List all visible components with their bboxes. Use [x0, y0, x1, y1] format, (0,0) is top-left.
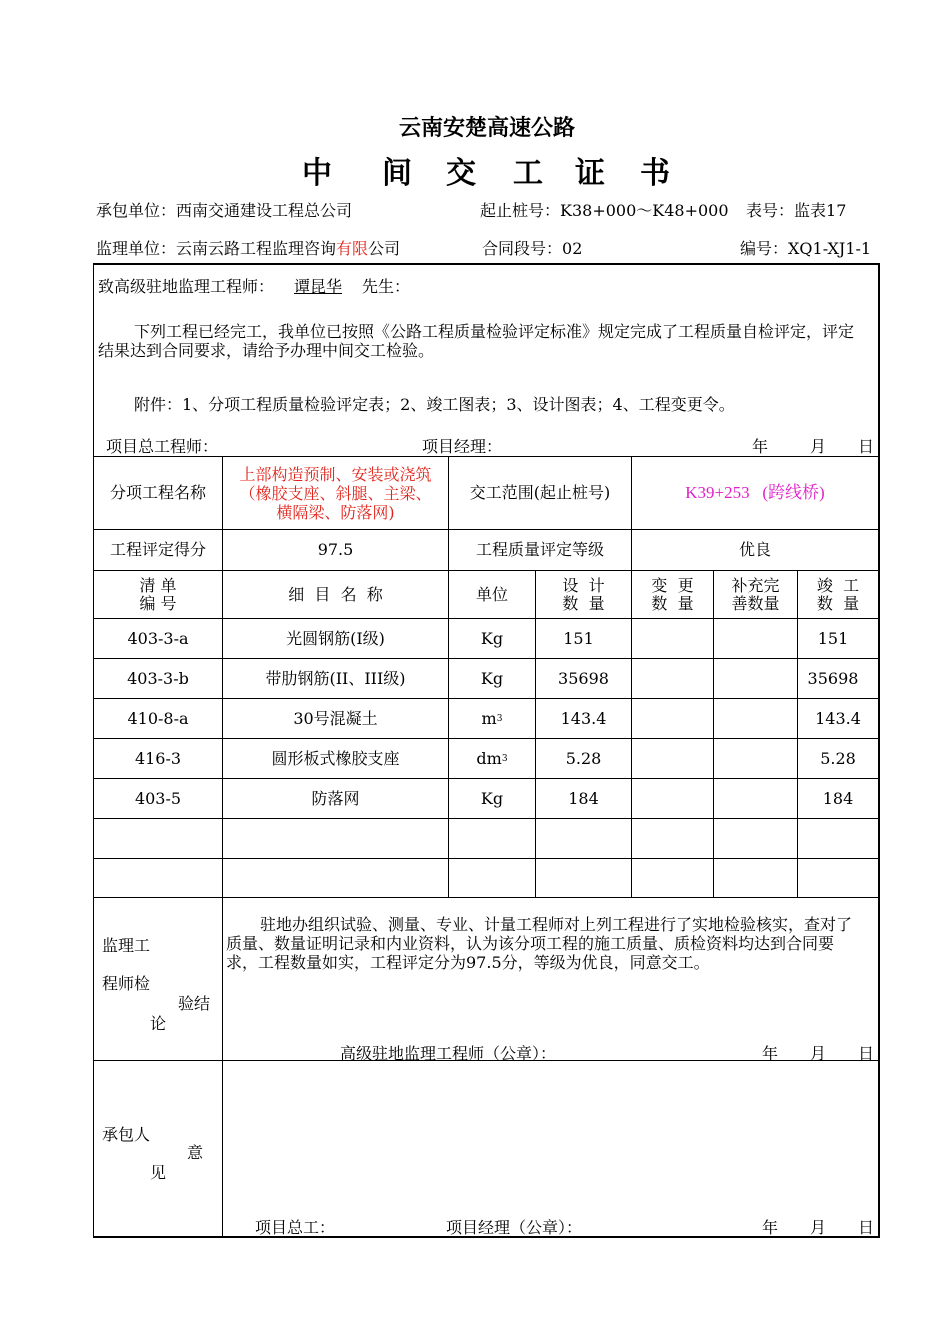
opinion-label-line2: 意 — [187, 1143, 204, 1162]
header-unit: 单位 — [475, 584, 508, 604]
opinion-day: 日 — [858, 1218, 875, 1237]
row-extra-qty — [714, 659, 797, 698]
manager-label: 项目经理： — [422, 437, 503, 456]
contractor-line — [96, 198, 352, 221]
addressee-prefix: 致高级驻地监理工程师： — [98, 277, 275, 296]
date-year: 年 — [752, 437, 769, 456]
addressee-line — [98, 274, 410, 297]
subtitle-char: 书 — [640, 156, 672, 191]
row-change-qty — [632, 859, 713, 897]
row-code: 403-5 — [134, 788, 182, 808]
opinion-month: 月 — [810, 1218, 827, 1237]
project-name-value: 上部构造预制、安装或浇筑（橡胶支座、斜腿、主梁、横隔梁、防落网) — [239, 464, 432, 522]
conclusion-day: 日 — [858, 1044, 875, 1063]
subtitle-char: 交 — [446, 156, 478, 191]
conclusion-sign-label: 高级驻地监理工程师（公章）： — [340, 1044, 557, 1063]
row-done-qty — [798, 859, 878, 897]
row-code: 403-3-a — [127, 628, 189, 648]
station-line — [480, 198, 729, 221]
row-design-qty: 184 — [568, 788, 599, 808]
conclusion-year: 年 — [762, 1044, 779, 1063]
grade-value: 优良 — [738, 540, 771, 559]
row-unit-sup: 3 — [501, 753, 508, 764]
row-done-qty — [798, 819, 878, 858]
row-unit-text: m — [481, 708, 497, 728]
conclusion-label-line1: 监理工 — [102, 936, 151, 955]
row-unit-sup: 3 — [496, 713, 503, 724]
form-label: 表号： — [746, 201, 795, 220]
row-code: 410-8-a — [127, 708, 189, 728]
row-item-name — [223, 859, 448, 897]
row-code — [94, 859, 222, 897]
date-day: 日 — [858, 437, 875, 456]
row-unit — [449, 659, 535, 698]
row-extra-qty — [714, 859, 797, 897]
opinion-label-line1: 承包人 — [102, 1125, 151, 1144]
row-unit — [449, 859, 535, 897]
row-change-qty — [632, 699, 713, 738]
row-item-name: 带肋钢筋(II、III级) — [265, 668, 406, 688]
subtitle-char: 中 — [302, 156, 334, 191]
supervisor-value: 云南云路工程监理咨询 — [176, 239, 337, 258]
supervisor-value-highlight: 有限 — [336, 239, 369, 258]
row-design-qty — [536, 819, 631, 858]
header-code-line1: 清 单 — [139, 575, 177, 595]
conclusion-label-line4: 论 — [150, 1014, 167, 1033]
row-done-qty: 143.4 — [815, 708, 861, 728]
header-design-qty — [536, 571, 631, 618]
chief-engineer-label: 项目总工程师： — [106, 437, 219, 456]
header-design-line2: 数 量 — [562, 593, 605, 613]
opinion-chief-label: 项目总工： — [255, 1218, 336, 1237]
row-unit — [449, 619, 535, 658]
row-design-qty: 151 — [563, 628, 594, 648]
date-month: 月 — [810, 437, 827, 456]
row-code: 403-3-b — [127, 668, 189, 688]
opinion-year: 年 — [762, 1218, 779, 1237]
supervisor-label: 监理单位： — [96, 239, 177, 258]
row-unit — [449, 739, 535, 778]
station-value: K38+000～K48+000 — [560, 201, 729, 220]
row-design-qty: 35698 — [558, 668, 609, 688]
contractor-value: 西南交通建设工程总公司 — [176, 201, 353, 220]
row-unit-text: Kg — [480, 668, 504, 688]
number-value: XQ1-XJ1-1 — [788, 239, 872, 258]
opinion-label-line3: 见 — [150, 1163, 167, 1182]
row-change-qty — [632, 619, 713, 658]
number-label: 编号： — [740, 239, 789, 258]
supervisor-value-suffix: 公司 — [368, 239, 401, 258]
row-item-name: 光圆钢筋(I级) — [286, 628, 385, 648]
row-unit — [449, 779, 535, 818]
row-done-qty: 35698 — [807, 668, 859, 688]
header-design-line1: 设 计 — [562, 575, 605, 595]
row-item-name: 30号混凝土 — [293, 708, 378, 728]
number-line — [740, 236, 871, 259]
header-done-line1: 竣 工 — [816, 575, 860, 595]
row-item-name: 圆形板式橡胶支座 — [271, 748, 400, 768]
row-design-qty: 143.4 — [560, 708, 607, 728]
row-design-qty: 5.28 — [565, 748, 602, 768]
header-change-line2: 数 量 — [651, 593, 694, 613]
row-change-qty — [632, 819, 713, 858]
header-code — [94, 571, 222, 618]
row-unit-text: dm — [476, 748, 502, 768]
row-unit — [449, 819, 535, 858]
header-item-name: 细 目 名 称 — [288, 584, 383, 604]
score-label: 工程评定得分 — [109, 540, 206, 559]
row-extra-qty — [714, 739, 797, 778]
form-value: 监表17 — [794, 201, 847, 220]
row-item-name: 防落网 — [311, 788, 360, 808]
header-extra-line2: 善数量 — [731, 593, 780, 613]
header-extra-qty — [714, 571, 797, 618]
header-extra-line1: 补充完 — [731, 575, 780, 595]
row-change-qty — [632, 659, 713, 698]
row-design-qty — [536, 859, 631, 897]
subtitle-char: 工 — [513, 156, 545, 191]
row-extra-qty — [714, 619, 797, 658]
contract-line — [482, 236, 582, 259]
row-unit-text: Kg — [480, 628, 504, 648]
header-done-qty — [798, 571, 878, 618]
row-code — [94, 819, 222, 858]
addressee-suffix: 先生： — [362, 277, 411, 296]
range-label: 交工范围(起止桩号) — [469, 483, 611, 502]
grade-label: 工程质量评定等级 — [475, 540, 604, 559]
subtitle-char: 证 — [575, 156, 607, 191]
attachments-line: 附件：1、分项工程质量检验评定表；2、竣工图表；3、设计图表；4、工程变更令。 — [134, 395, 735, 414]
subtitle-char: 间 — [382, 156, 414, 191]
engineer-name: 谭昆华 — [294, 277, 343, 296]
row-extra-qty — [714, 699, 797, 738]
conclusion-label-line3: 验结 — [178, 994, 211, 1013]
contract-label: 合同段号： — [482, 239, 563, 258]
project-name-label: 分项工程名称 — [109, 483, 206, 502]
row-code: 416-3 — [134, 748, 182, 768]
row-unit-text: Kg — [480, 788, 504, 808]
score-value: 97.5 — [317, 540, 354, 559]
conclusion-label-line2: 程师检 — [102, 974, 151, 993]
contractor-label: 承包单位： — [96, 201, 177, 220]
conclusion-text: 驻地办组织试验、测量、专业、计量工程师对上列工程进行了实地检验核实，查对了质量、数量证明记录和内业资料，认为该分项工程的施工质量、质检资料均达到合同要求，工程数量如实，工程评定分为97.5分，等级为优良，同意交工。 — [226, 915, 853, 972]
row-extra-qty — [714, 779, 797, 818]
header-done-line2: 数 量 — [816, 593, 860, 613]
conclusion-month: 月 — [810, 1044, 827, 1063]
row-done-qty: 5.28 — [820, 748, 856, 768]
header-change-qty — [632, 571, 713, 618]
station-label: 起止桩号： — [480, 201, 561, 220]
opinion-manager-label: 项目经理（公章）： — [446, 1218, 583, 1237]
contract-value: 02 — [562, 239, 583, 258]
range-value: K39+253 (跨线桥) — [685, 483, 825, 502]
header-change-line1: 变 更 — [651, 575, 694, 595]
supervisor-line — [96, 236, 400, 259]
row-change-qty — [632, 739, 713, 778]
row-unit — [449, 699, 535, 738]
form-line — [746, 198, 846, 221]
row-extra-qty — [714, 819, 797, 858]
letter-body: 下列工程已经完工，我单位已按照《公路工程质量检验评定标准》规定完成了工程质量自检评定，评定结果达到合同要求，请给予办理中间交工检验。 — [98, 322, 855, 360]
header-code-line2: 编 号 — [139, 593, 177, 613]
document-title: 云南安楚高速公路 — [398, 115, 575, 141]
row-done-qty: 184 — [822, 788, 854, 808]
row-change-qty — [632, 779, 713, 818]
row-done-qty: 151 — [817, 628, 849, 648]
row-item-name — [223, 819, 448, 858]
